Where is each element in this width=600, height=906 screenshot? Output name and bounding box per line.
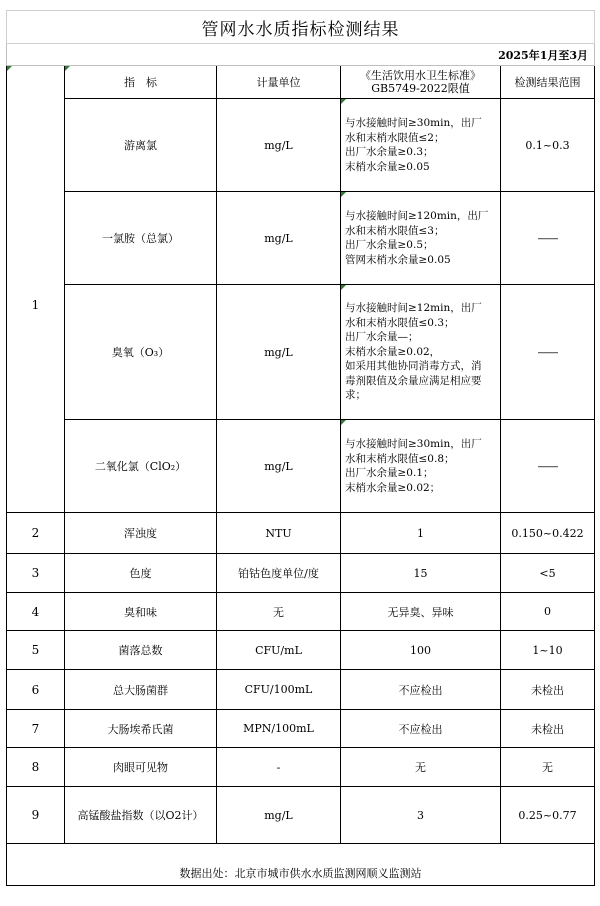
limit-line: 与水接触时间≥30min，出厂 [345, 117, 482, 129]
result-cell: —— [501, 285, 595, 420]
indicator-cell: 二氧化氯（ClO₂） [65, 420, 217, 513]
limit-cell: 无异臭、异味 [341, 593, 501, 631]
unit-cell: mg/L [217, 99, 341, 192]
limit-cell [341, 420, 501, 513]
limit-line: 水和末梢水限值≤3； [345, 224, 445, 237]
limit-line: 水和末梢水限值≤0.3； [345, 316, 455, 329]
limit-cell: 3 [341, 787, 501, 844]
unit-cell: CFU/100mL [217, 670, 341, 710]
row-index: 9 [7, 787, 65, 844]
indicator-cell: 色度 [65, 554, 217, 593]
table-row [7, 710, 595, 748]
limit-cell: 1 [341, 513, 501, 554]
table-row [7, 285, 595, 420]
limit-line: 末梢水余量≥0.02， [345, 345, 441, 358]
indicator-cell: 臭氧（O₃） [65, 285, 217, 420]
data-source-note: 数据出处：北京市城市供水水质监测网顺义监测站 [7, 844, 595, 886]
limit-cell: 15 [341, 554, 501, 593]
table-row [7, 631, 595, 670]
result-cell: 无 [501, 748, 595, 787]
table-row [7, 593, 595, 631]
indicator-cell: 大肠埃希氏菌 [65, 710, 217, 748]
limit-cell [341, 192, 501, 285]
table-row [7, 554, 595, 593]
indicator-cell: 肉眼可见物 [65, 748, 217, 787]
row-index: 6 [7, 670, 65, 710]
standard-header [341, 66, 501, 99]
limit-line: 毒剂限值及余量应满足相应要 [345, 374, 482, 387]
standard-header-line2: GB5749-2022限值 [371, 82, 470, 95]
limit-line: 出厂水余量≥0.1； [345, 467, 434, 479]
row-index: 2 [7, 513, 65, 554]
unit-cell: - [217, 748, 341, 787]
row-index: 4 [7, 593, 65, 631]
indicator-cell: 高锰酸盐指数（以O2计） [65, 787, 217, 844]
limit-cell [341, 99, 501, 192]
indicator-cell: 浑浊度 [65, 513, 217, 554]
page-title: 管网水水质指标检测结果 [7, 11, 595, 44]
standard-header-line1: 《生活饮用水卫生标准》 [360, 69, 481, 82]
unit-cell: mg/L [217, 420, 341, 513]
result-cell: 未检出 [501, 670, 595, 710]
row-index: 3 [7, 554, 65, 593]
unit-cell: CFU/mL [217, 631, 341, 670]
limit-cell: 不应检出 [341, 670, 501, 710]
limit-line: 水和末梢水限值≤0.8； [345, 452, 455, 465]
limit-cell: 不应检出 [341, 710, 501, 748]
unit-cell: 铂钴色度单位/度 [217, 554, 341, 593]
limit-line: 管网末梢水余量≥0.05 [345, 253, 451, 266]
indicator-cell: 游离氯 [65, 99, 217, 192]
limit-cell [341, 285, 501, 420]
limit-line: 水和末梢水限值≤2； [345, 131, 445, 144]
indicator-cell: 一氯胺（总氯） [65, 192, 217, 285]
unit-cell: mg/L [217, 285, 341, 420]
result-header: 检测结果范围 [501, 66, 595, 99]
water-quality-table [6, 10, 595, 886]
table-row [7, 748, 595, 787]
limit-cell: 无 [341, 748, 501, 787]
table-row [7, 99, 595, 192]
unit-cell: NTU [217, 513, 341, 554]
limit-line: 出厂水余量≥0.5； [345, 239, 434, 251]
limit-line: 求； [345, 389, 366, 402]
limit-line: 与水接触时间≥30min，出厂 [345, 438, 482, 450]
row-index: 7 [7, 710, 65, 748]
table-row [7, 787, 595, 844]
result-cell: —— [501, 192, 595, 285]
limit-line: 末梢水余量≥0.05 [345, 160, 430, 173]
unit-header: 计量单位 [217, 66, 341, 99]
table-row [7, 513, 595, 554]
result-cell: 0 [501, 593, 595, 631]
row-index: 1 [7, 99, 65, 513]
row-index: 8 [7, 748, 65, 787]
table-row [7, 670, 595, 710]
result-cell: 0.1~0.3 [501, 99, 595, 192]
limit-line: 与水接触时间≥12min，出厂 [345, 302, 482, 315]
index-header-cell [7, 66, 65, 99]
unit-cell: mg/L [217, 192, 341, 285]
table-row [7, 420, 595, 513]
result-cell: 0.25~0.77 [501, 787, 595, 844]
limit-line: 出厂水余量—； [345, 331, 419, 344]
limit-line: 如采用其他协同消毒方式，消 [345, 360, 482, 373]
result-cell: —— [501, 420, 595, 513]
indicator-cell: 总大肠菌群 [65, 670, 217, 710]
unit-cell: MPN/100mL [217, 710, 341, 748]
unit-cell: 无 [217, 593, 341, 631]
report-period: 2025年1月至3月 [7, 44, 595, 66]
limit-line: 出厂水余量≥0.3； [345, 146, 434, 158]
unit-cell: mg/L [217, 787, 341, 844]
limit-cell: 100 [341, 631, 501, 670]
result-cell: <5 [501, 554, 595, 593]
table-row [7, 192, 595, 285]
limit-line: 末梢水余量≥0.02； [345, 481, 441, 494]
result-cell: 1~10 [501, 631, 595, 670]
row-index: 5 [7, 631, 65, 670]
limit-line: 与水接触时间≥120min，出厂 [345, 210, 489, 222]
result-cell: 未检出 [501, 710, 595, 748]
indicator-cell: 臭和味 [65, 593, 217, 631]
indicator-header: 指 标 [65, 66, 217, 99]
indicator-cell: 菌落总数 [65, 631, 217, 670]
result-cell: 0.150~0.422 [501, 513, 595, 554]
